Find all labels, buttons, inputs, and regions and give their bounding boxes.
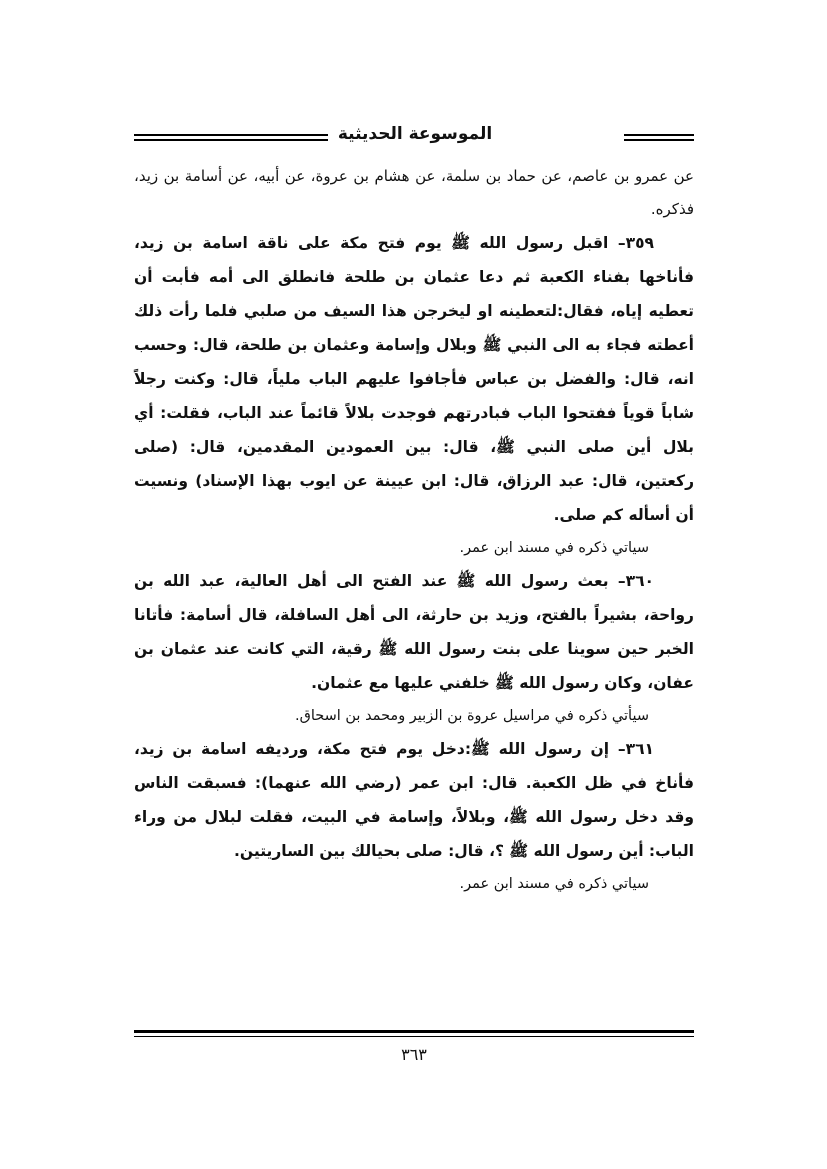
page-number: ٣٦٣: [401, 1045, 427, 1064]
hadith-361: ٣٦١– إن رسول الله ﷺ:دخل يوم فتح مكة، ورديفه اسامة بن زيد، فأناخ في ظل الكعبة. قال: ابن عمر (رضي الله عنهما): فسبقت الناس وقد دخل رسول الله ﷺ، وبلالاً، وإسامة في البيت، فقلت لبلال من وراء الباب: أين رسول الله ﷺ ؟، قال: صلى بحيالك بين الساريتين.: [134, 740, 694, 860]
hadith-359: ٣٥٩– اقبل رسول الله ﷺ يوم فتح مكة على ناقة اسامة بن زيد، فأناخها بفناء الكعبة ثم دعا عثمان بن طلحة فانطلق الى أمه فأبت أن تعطيه إياه، فقال:لتعطينه او ليخرجن هذا السيف من صلبي فلما رأت ذلك أعطته فجاء به الى النبي ﷺ وبلال وإسامة وعثمان بن طلحة، قال: وحسب انه، قال: والفضل بن عباس فأجافوا عليهم الباب ملياً، قال: وكنت رجلاً شاباً قوياً ففتحوا الباب فبادرتهم فوجدت بلالاً قائماً عند الباب، فقلت: أي بلال أين صلى النبي ﷺ، قال: بين العمودين المقدمين، قال: (صلى ركعتين، قال: عبد الرزاق، قال: ابن عيينة عن ايوب بهذا الإسناد) ونسيت أن أسأله كم صلى.: [134, 234, 694, 524]
document-page: [134, 120, 694, 1080]
footer-rule-thin: [134, 1036, 694, 1037]
hadith-360: ٣٦٠– بعث رسول الله ﷺ عند الفتح الى أهل العالية، عبد الله بن رواحة، بشيراً بالفتح، وزيد بن حارثة، الى أهل السافلة، قال أسامة: فأتانا الخبر حين سوينا على بنت رسول الله ﷺ رقية، التي كانت عند عثمان بن عفان، وكان رسول الله ﷺ خلفني عليها مع عثمان.: [134, 572, 694, 692]
footer-rule-thick: [134, 1030, 694, 1033]
running-header: [134, 120, 694, 160]
note-361: سياتي ذكره في مسند ابن عمر.: [459, 876, 649, 892]
note-360: سيأتي ذكره في مراسيل عروة بن الزبير ومحمد بن اسحاق.: [294, 708, 649, 724]
note-359: سياتي ذكره في مسند ابن عمر.: [459, 540, 649, 556]
header-title: الموسوعة الحديثية: [328, 124, 502, 144]
paragraph-continuation: عن عمرو بن عاصم، عن حماد بن سلمة، عن هشام بن عروة، عن أبيه، عن أسامة بن زيد، فذكره.: [134, 167, 694, 218]
page-body: [134, 160, 694, 900]
header-title-wrap: [136, 122, 694, 146]
